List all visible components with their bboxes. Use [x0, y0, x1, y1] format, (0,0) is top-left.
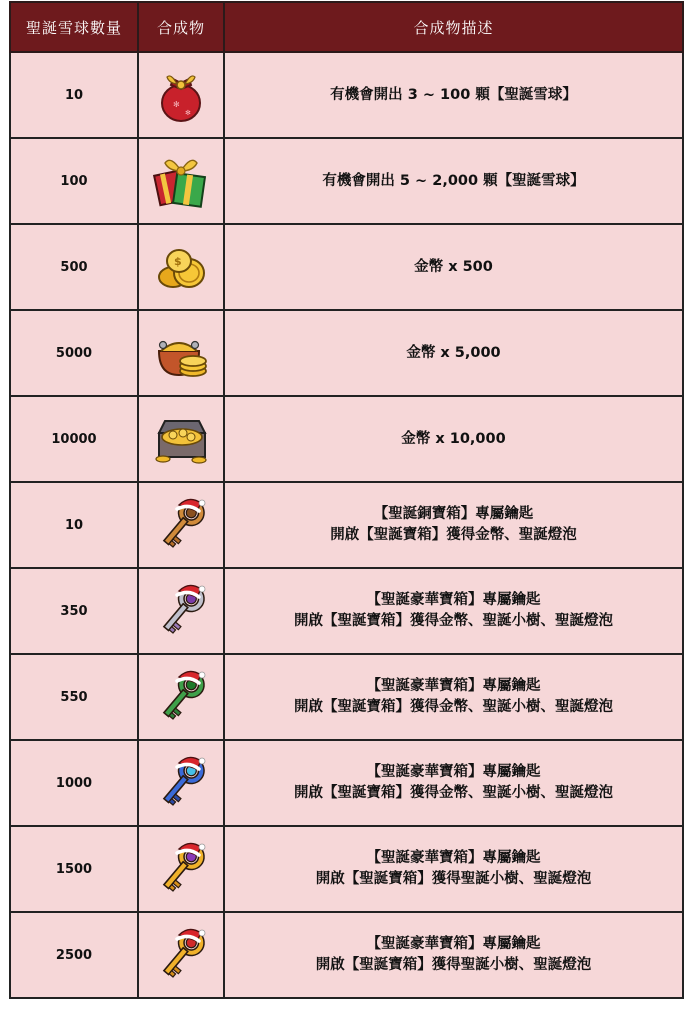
snowball-quantity: 500: [10, 224, 138, 310]
snowball-quantity: 100: [10, 138, 138, 224]
item-icon-cell: [138, 912, 224, 998]
item-icon-cell: [138, 224, 224, 310]
table-row: [10, 396, 683, 482]
item-description: [224, 740, 683, 826]
description-line: 開啟【聖誕寶箱】獲得金幣、聖誕燈泡: [330, 527, 577, 543]
description-line: 金幣 x 5,000: [406, 344, 501, 361]
description-line: 開啟【聖誕寶箱】獲得金幣、聖誕小樹、聖誕燈泡: [294, 699, 613, 715]
item-description: [224, 482, 683, 568]
table-row: [10, 138, 683, 224]
table-row: [10, 310, 683, 396]
gold-red-key-icon: [140, 923, 222, 987]
description-line: 有機會開出 3 ~ 100 顆【聖誕雪球】: [330, 86, 577, 103]
item-description: [224, 52, 683, 138]
treasure-chest-icon: [140, 407, 222, 471]
gold-coins-icon: [140, 235, 222, 299]
header-qty: 聖誕雪球數量: [10, 2, 138, 52]
purple-silver-key-icon: [140, 579, 222, 643]
snowball-quantity: 10: [10, 52, 138, 138]
item-icon-cell: [138, 740, 224, 826]
table-row: [10, 568, 683, 654]
table-body: [10, 52, 683, 998]
reward-table: [9, 1, 684, 999]
table-row: [10, 912, 683, 998]
header-item: 合成物: [138, 2, 224, 52]
snowball-quantity: 550: [10, 654, 138, 740]
snowball-quantity: 2500: [10, 912, 138, 998]
item-icon-cell: [138, 52, 224, 138]
item-description: [224, 654, 683, 740]
item-description: [224, 224, 683, 310]
table-row: [10, 482, 683, 568]
description-line: 【聖誕豪華寶箱】專屬鑰匙: [366, 764, 541, 780]
description-line: 金幣 x 10,000: [401, 430, 506, 447]
item-icon-cell: [138, 654, 224, 740]
item-icon-cell: [138, 396, 224, 482]
svg-text:✻: ✻: [173, 100, 180, 109]
coin-purse-icon: [140, 321, 222, 385]
bronze-key-icon: [140, 493, 222, 557]
table-header-row: [10, 2, 683, 52]
item-icon-cell: [138, 482, 224, 568]
snowball-quantity: 5000: [10, 310, 138, 396]
snowball-quantity: 1500: [10, 826, 138, 912]
svg-text:✻: ✻: [185, 109, 191, 117]
blue-key-icon: [140, 751, 222, 815]
snowball-quantity: 10: [10, 482, 138, 568]
header-desc: 合成物描述: [224, 2, 683, 52]
description-line: 有機會開出 5 ~ 2,000 顆【聖誕雪球】: [322, 172, 585, 189]
table-row: [10, 654, 683, 740]
table-row: [10, 826, 683, 912]
table-row: [10, 740, 683, 826]
description-line: 開啟【聖誕寶箱】獲得金幣、聖誕小樹、聖誕燈泡: [294, 785, 613, 801]
green-key-icon: [140, 665, 222, 729]
item-icon-cell: [138, 138, 224, 224]
item-description: [224, 568, 683, 654]
reward-table-container: [9, 1, 682, 999]
item-description: [224, 912, 683, 998]
item-description: [224, 396, 683, 482]
item-icon-cell: [138, 568, 224, 654]
description-line: 【聖誕豪華寶箱】專屬鑰匙: [366, 850, 541, 866]
item-description: [224, 310, 683, 396]
item-icon-cell: [138, 826, 224, 912]
description-line: 【聖誕銅寶箱】專屬鑰匙: [373, 506, 534, 522]
description-line: 開啟【聖誕寶箱】獲得聖誕小樹、聖誕燈泡: [315, 871, 592, 887]
svg-text:$: $: [174, 255, 182, 268]
item-description: [224, 826, 683, 912]
description-line: 【聖誕豪華寶箱】專屬鑰匙: [366, 678, 541, 694]
item-description: [224, 138, 683, 224]
green-gift-box-icon: [140, 149, 222, 213]
description-line: 【聖誕豪華寶箱】專屬鑰匙: [366, 592, 541, 608]
description-line: 開啟【聖誕寶箱】獲得聖誕小樹、聖誕燈泡: [315, 957, 592, 973]
description-line: 【聖誕豪華寶箱】專屬鑰匙: [366, 936, 541, 952]
gold-purple-key-icon: [140, 837, 222, 901]
red-gift-bag-icon: [140, 63, 222, 127]
description-line: 金幣 x 500: [414, 258, 493, 275]
snowball-quantity: 1000: [10, 740, 138, 826]
snowball-quantity: 350: [10, 568, 138, 654]
description-line: 開啟【聖誕寶箱】獲得金幣、聖誕小樹、聖誕燈泡: [294, 613, 613, 629]
snowball-quantity: 10000: [10, 396, 138, 482]
item-icon-cell: [138, 310, 224, 396]
table-row: [10, 224, 683, 310]
table-row: [10, 52, 683, 138]
